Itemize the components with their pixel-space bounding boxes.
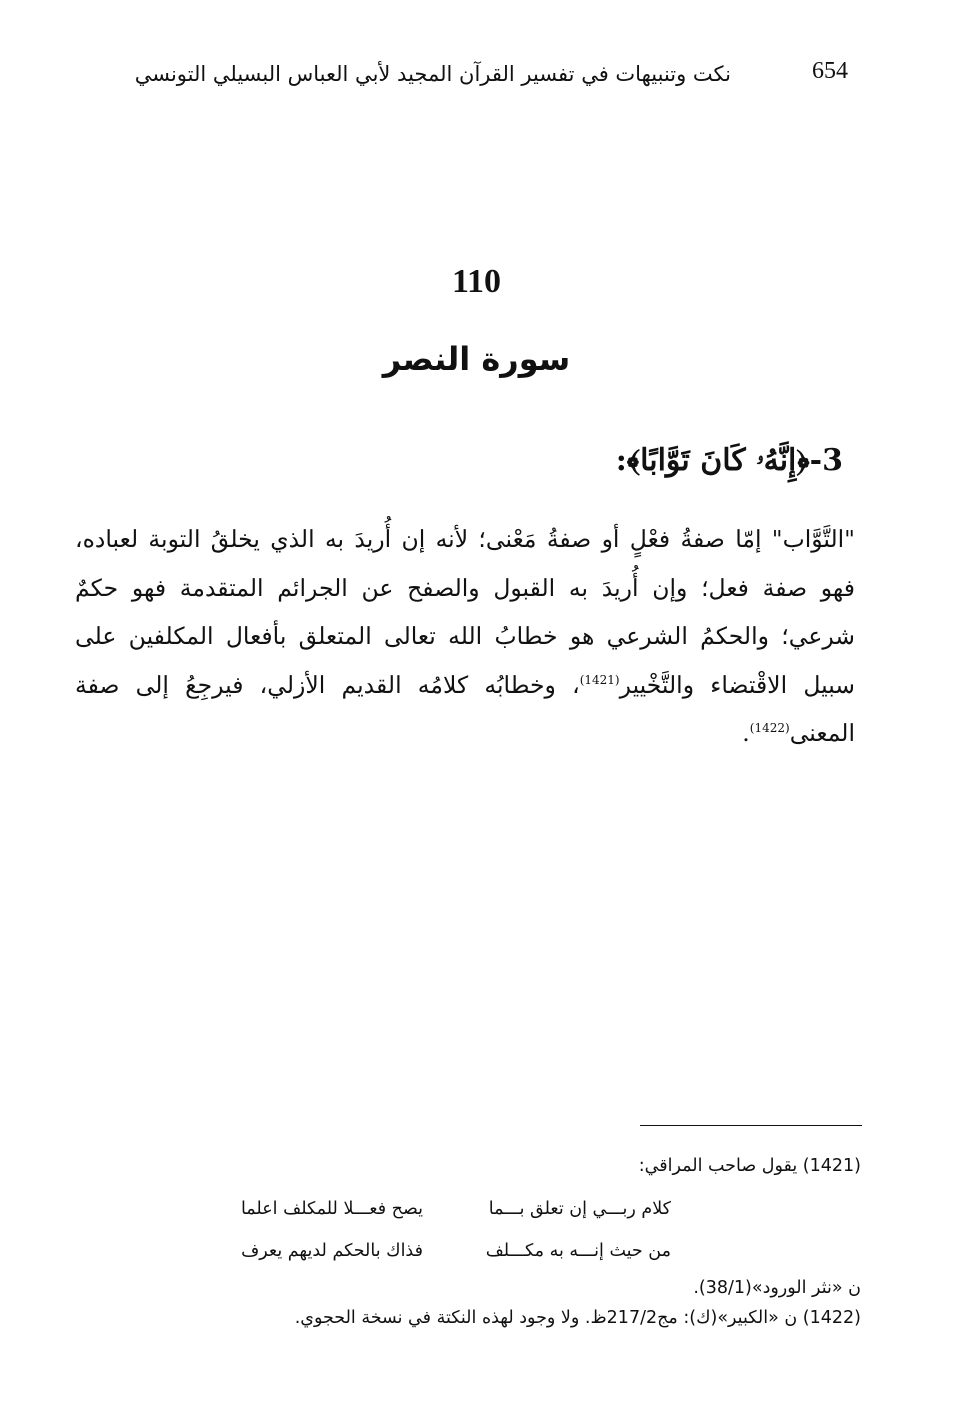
verse-heading: 3-﴿إِنَّهُۥ كَانَ تَوَّابًا﴾:	[615, 443, 843, 478]
page-number: 654	[812, 58, 848, 84]
footnote-1422: (1422) ن «الكبير»(ك): مج217/2ظ. ولا وجود لهذه النكتة في نسخة الحجوي.	[294, 1308, 861, 1328]
poem-verse-1-second-hemistich: يصح فعـــلا للمكلف اعلما	[240, 1199, 423, 1219]
body-paragraph	[75, 515, 855, 758]
body-text-segment: .	[742, 719, 750, 747]
footnote-reference[interactable]: (1422)	[749, 721, 790, 736]
footnote-1421-source: ن «نثر الورود»(38/1).	[693, 1278, 861, 1298]
poem-verse-2-second-hemistich: فذاك بالحكم لديهم يعرف	[241, 1241, 423, 1261]
body-text-segment: ، وخطابُه كلامُه القديم الأزلي، فيرجِعُ إلى صفة المعنى	[75, 670, 855, 747]
chapter-number: 110	[451, 263, 502, 300]
body-text-segment: "التَّوَّاب" إمّا صفةُ فعْلٍ أو صفةُ مَعْنى؛ لأنه إن أُريدَ به الذي يخلقُ التوبة لعباده، فهو صفة فعل؛ وإن أُريدَ به القبول والصفح عن الجرائم المتقدمة فهو حكمٌ شرعي؛ والحكمُ الشرعي هو خطابُ الله تعالى المتعلق بأفعال المكلفين على سبيل الاقْتضاء والتَّخْيير	[75, 525, 855, 699]
running-title: نكت وتنبيهات في تفسير القرآن المجيد لأبي العباس البسيلي التونسي	[134, 62, 731, 86]
poem-verse-1-first-hemistich: كلام ربـــي إن تعلق بـــما	[488, 1199, 671, 1219]
footnote-1421-intro: (1421) يقول صاحب المراقي:	[638, 1156, 861, 1176]
poem-verse-2-first-hemistich: من حيث إنـــه به مكـــلف	[485, 1241, 671, 1261]
footnote-separator	[640, 1125, 862, 1126]
surah-title: سورة النصر	[382, 340, 571, 378]
footnote-reference[interactable]: (1421)	[579, 672, 620, 687]
